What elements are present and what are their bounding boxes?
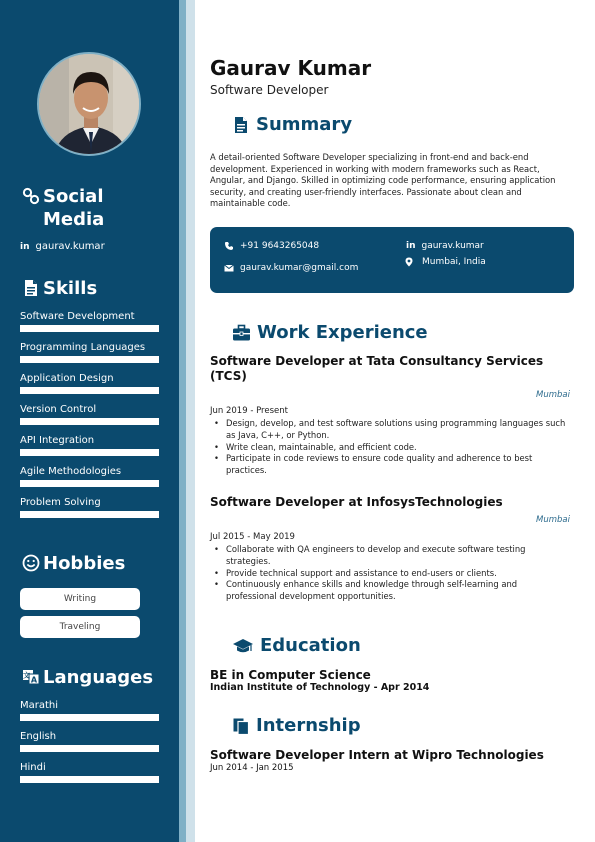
contact-location	[404, 257, 486, 267]
skills-heading-text: Skills	[43, 278, 98, 299]
location-text: Mumbai, India	[422, 257, 486, 267]
hobbies-heading-text: Hobbies	[43, 553, 126, 574]
summary-heading-text: Summary	[256, 114, 353, 135]
contact-linkedin[interactable]	[406, 241, 484, 251]
skill-label: Application Design	[20, 373, 114, 384]
internship-heading	[232, 715, 361, 736]
svg-text:A: A	[30, 675, 38, 685]
linkedin-text: gaurav.kumar	[421, 241, 484, 251]
skill-bar	[20, 511, 159, 518]
internship-dates: Jun 2014 - Jan 2015	[210, 763, 294, 773]
skill-label: Version Control	[20, 404, 97, 415]
work-experience-heading	[232, 322, 428, 343]
profile-photo	[39, 54, 141, 156]
briefcase-icon	[232, 324, 251, 342]
summary-text: A detail-oriented Software Developer specializing in front-end and back-end development. Experienced in working with modern frameworks such as React, Angular, and Django. Skilled in optimizing code performance, ensuring application security, and creating user-friendly interfaces. Passionate about clean and maintainable code.	[210, 152, 556, 209]
social-media-heading	[22, 185, 113, 231]
linkedin-icon: in	[20, 241, 30, 252]
skill-bar	[20, 449, 159, 456]
hobby-chip: Writing	[20, 588, 140, 610]
job-location: Mumbai	[536, 515, 570, 525]
list-item: • Participate in code reviews to ensure code quality and adherence to best practices.	[210, 453, 570, 477]
internship-title: Software Developer Intern at Wipro Technologies	[210, 748, 544, 762]
skill-bar	[20, 418, 159, 425]
avatar	[37, 52, 141, 156]
education-institution: Indian Institute of Technology - Apr 2014	[210, 682, 430, 693]
sidebar-stripe-light	[186, 0, 195, 842]
language-bar	[20, 714, 159, 721]
document-icon	[232, 116, 250, 134]
skill-label: Problem Solving	[20, 497, 101, 508]
document-icon	[22, 279, 40, 297]
linkedin-icon: in	[406, 241, 416, 251]
job-role: Software Developer	[210, 83, 329, 97]
language-item	[20, 762, 159, 783]
hobbies-heading	[22, 552, 125, 575]
list-item: • Continuously enhance skills and knowledge through self-learning and professional development opportunities.	[210, 579, 570, 603]
language-label: Marathi	[20, 700, 59, 711]
skill-item	[20, 404, 159, 425]
job-dates: Jul 2015 - May 2019	[210, 532, 295, 542]
graduation-cap-icon	[232, 637, 254, 655]
skill-item	[20, 435, 159, 456]
job-bullets	[210, 418, 570, 477]
contact-phone[interactable]	[224, 241, 319, 251]
page-title: Gaurav Kumar	[210, 56, 372, 80]
education-heading	[232, 635, 361, 656]
skill-bar	[20, 480, 159, 487]
skill-bar	[20, 325, 159, 332]
skill-label: API Integration	[20, 435, 95, 446]
phone-icon	[224, 241, 234, 251]
skill-item	[20, 497, 159, 518]
job-bullets	[210, 544, 570, 603]
svg-text:文: 文	[23, 671, 30, 680]
education-heading-text: Education	[260, 635, 361, 656]
list-item: • Write clean, maintainable, and efficient code.	[210, 442, 570, 454]
hobby-chip: Traveling	[20, 616, 140, 638]
skill-label: Agile Methodologies	[20, 466, 122, 477]
sidebar-stripe	[179, 0, 186, 842]
language-bar	[20, 745, 159, 752]
job-title: Software Developer at InfosysTechnologies	[210, 495, 503, 509]
copy-document-icon	[232, 717, 250, 735]
skills-heading	[22, 277, 97, 300]
smile-icon	[22, 554, 40, 572]
languages-heading-text: Languages	[43, 667, 154, 688]
language-item	[20, 731, 159, 752]
skill-bar	[20, 356, 159, 363]
language-bar	[20, 776, 159, 783]
skill-item	[20, 466, 159, 487]
skill-label: Software Development	[20, 311, 135, 322]
phone-text: +91 9643265048	[240, 241, 320, 251]
languages-heading	[22, 666, 153, 689]
social-media-heading-text: Social Media	[43, 186, 105, 230]
email-icon	[224, 263, 234, 273]
skill-label: Programming Languages	[20, 342, 146, 353]
skill-item	[20, 311, 159, 332]
list-item: • Provide technical support and assistance to end-users or clients.	[210, 568, 570, 580]
work-experience-heading-text: Work Experience	[257, 322, 428, 343]
language-label: English	[20, 731, 57, 742]
summary-heading	[232, 114, 352, 135]
job-title: Software Developer at Tata Consultancy Services (TCS)	[210, 354, 544, 383]
skill-item	[20, 342, 159, 363]
link-icon	[22, 187, 40, 205]
contact-email[interactable]	[224, 263, 358, 273]
list-item: • Collaborate with QA engineers to develop and execute software testing strategies.	[210, 544, 570, 568]
contact-box	[210, 227, 574, 293]
education-degree: BE in Computer Science	[210, 668, 371, 682]
job-dates: Jun 2019 - Present	[210, 406, 288, 416]
email-text: gaurav.kumar@gmail.com	[240, 263, 359, 273]
job-location: Mumbai	[536, 390, 570, 400]
social-handle: gaurav.kumar	[35, 241, 105, 252]
location-pin-icon	[404, 257, 414, 267]
language-icon	[22, 668, 40, 686]
skill-item	[20, 373, 159, 394]
language-item	[20, 700, 159, 721]
social-linkedin[interactable]	[20, 241, 105, 252]
list-item: • Design, develop, and test software solutions using programming languages such as Java, C++, or Python.	[210, 418, 570, 442]
internship-heading-text: Internship	[256, 715, 361, 736]
skill-bar	[20, 387, 159, 394]
language-label: Hindi	[20, 762, 46, 773]
